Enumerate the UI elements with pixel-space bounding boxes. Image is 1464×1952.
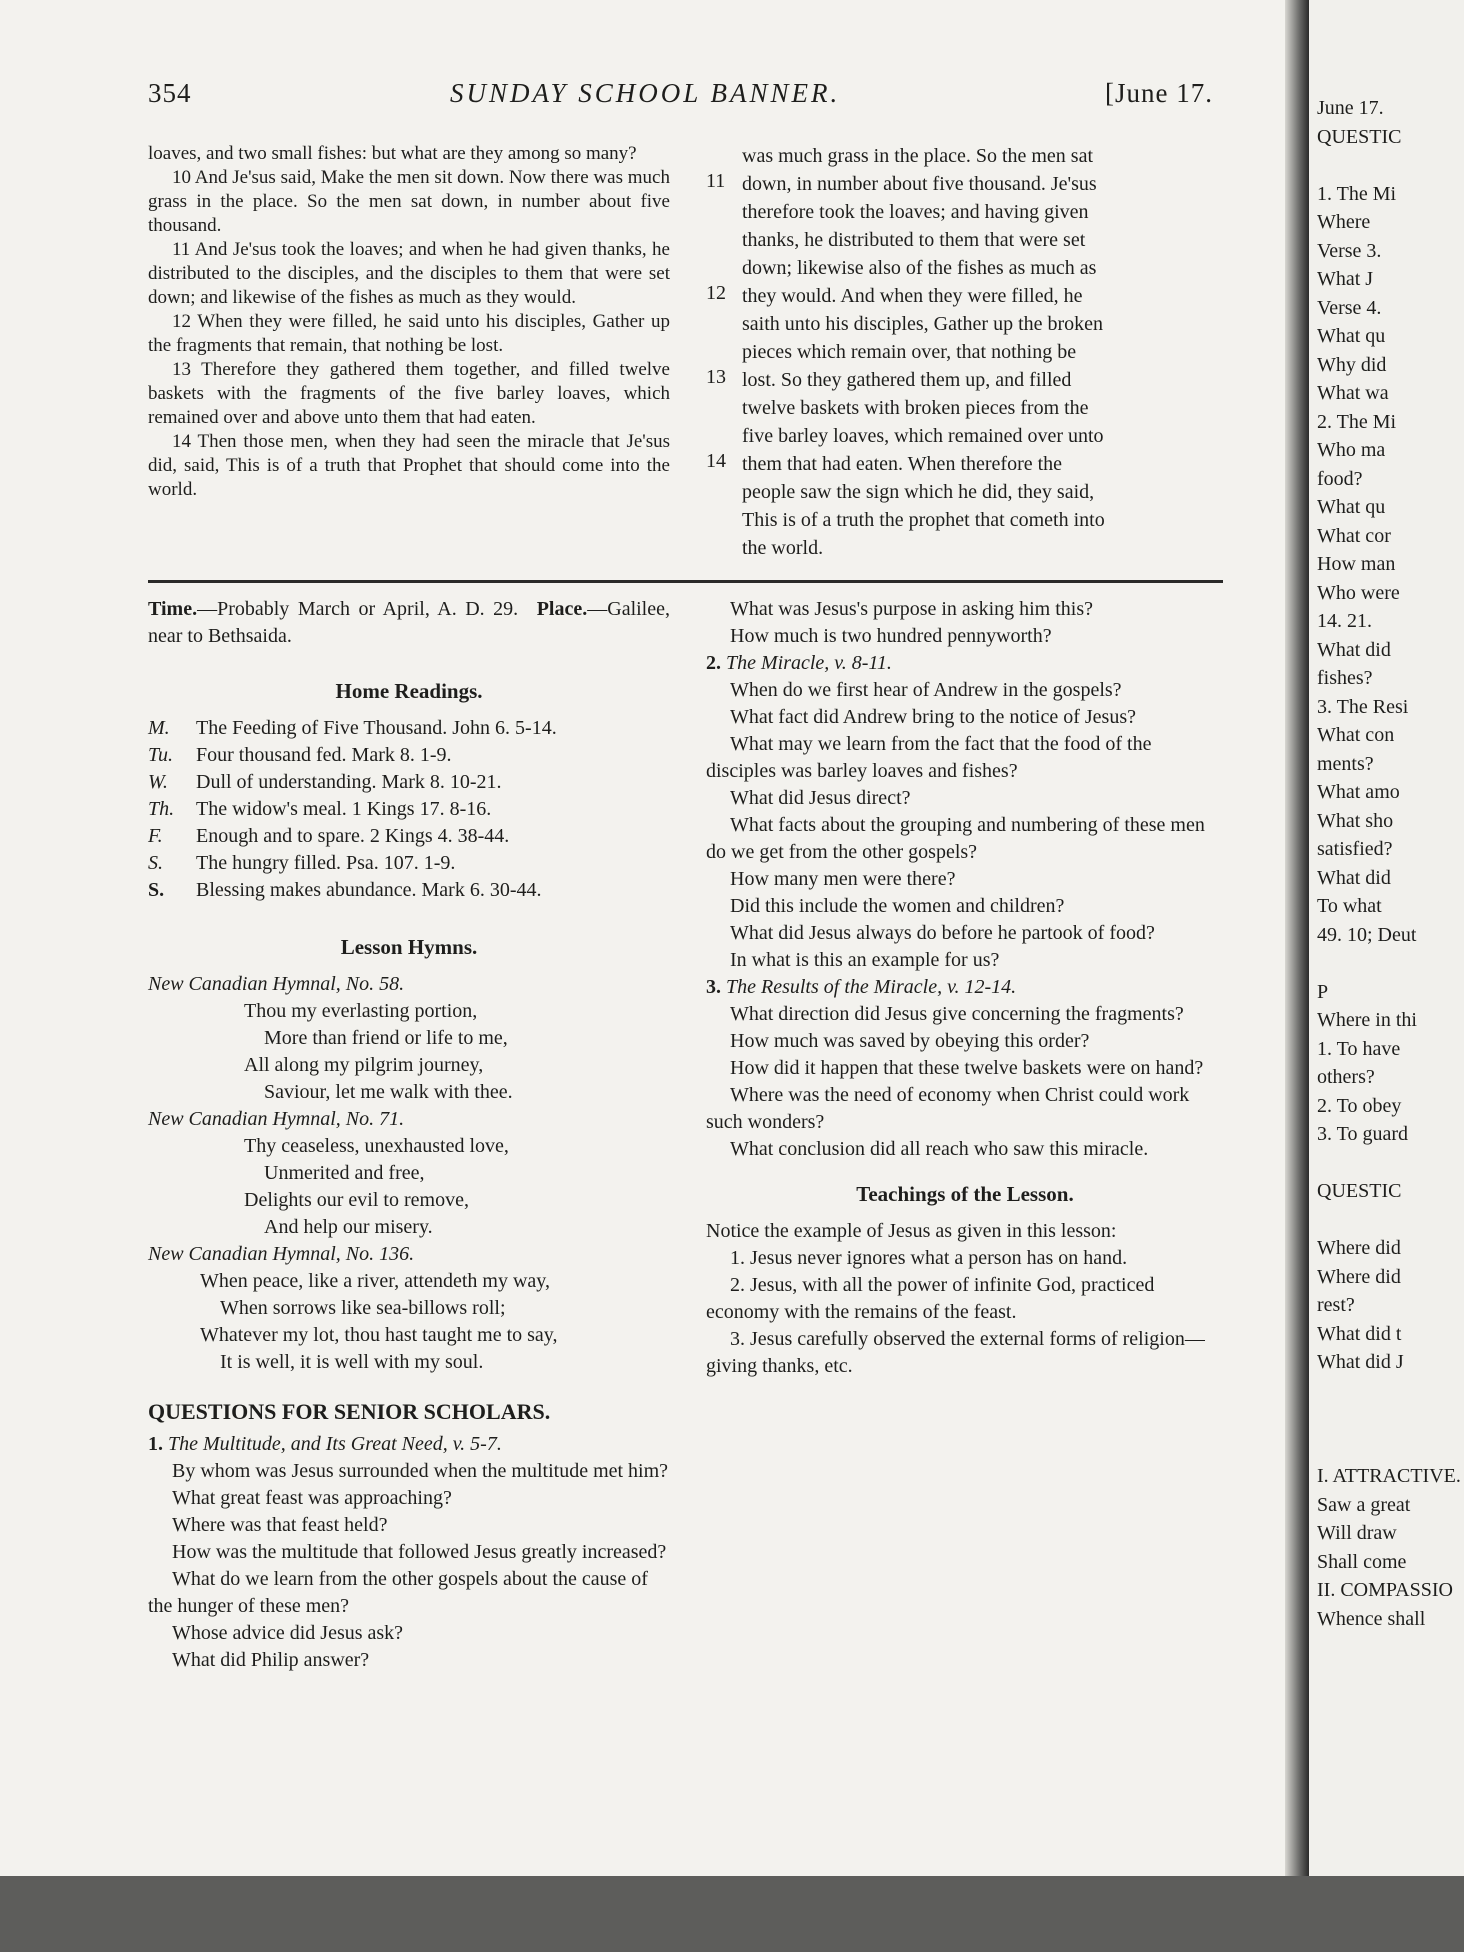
teachings-intro: Notice the example of Jesus as given in this lesson: bbox=[706, 1220, 1117, 1242]
facing-page-line bbox=[1317, 1434, 1461, 1463]
verse-line: pieces which remain over, that nothing be bbox=[742, 341, 1077, 363]
question: What direction did Jesus give concerning the fragments? bbox=[730, 1003, 1184, 1025]
facing-page-line: Who ma bbox=[1317, 439, 1386, 461]
facing-page-line: Shall come bbox=[1317, 1550, 1407, 1573]
question: Where was the need of economy when Christ could work such wonders? bbox=[706, 1084, 1190, 1133]
question: How did it happen that these twelve baskets were on hand? bbox=[730, 1057, 1204, 1079]
place-label: Place. bbox=[536, 598, 588, 620]
hymn-line: It is well, it is well with my soul. bbox=[220, 1351, 484, 1373]
section-divider bbox=[148, 580, 1223, 583]
book-gutter bbox=[1285, 0, 1309, 1952]
facing-page-line: Verse 3. bbox=[1317, 239, 1382, 262]
reading-item: S. The hungry filled. Psa. 107. 1-9. bbox=[148, 852, 456, 874]
facing-page-line: What cor bbox=[1317, 524, 1391, 547]
facing-page-line: What wa bbox=[1317, 382, 1389, 404]
verse: 14 Then those men, when they had seen the miracle that Je'sus did, said, This is of a truth that Prophet that should come into the world. bbox=[148, 431, 670, 500]
facing-page-line: To what bbox=[1317, 895, 1382, 917]
verse-number: 12 bbox=[706, 282, 726, 304]
question: How many men were there? bbox=[730, 868, 956, 890]
verse-line: lost. So they gathered them up, and filled bbox=[742, 369, 1072, 391]
question: How much was saved by obeying this order? bbox=[730, 1030, 1090, 1052]
facing-page-line bbox=[1317, 151, 1461, 180]
hymn-line: Thy ceaseless, unexhausted love, bbox=[244, 1135, 509, 1157]
facing-page-line bbox=[1317, 1206, 1461, 1235]
question: By whom was Jesus surrounded when the multitude met him? bbox=[172, 1460, 669, 1482]
facing-page-line: What con bbox=[1317, 724, 1395, 746]
facing-page-line: Why did bbox=[1317, 353, 1387, 376]
reading-item: M. The Feeding of Five Thousand. John 6. 5-14. bbox=[148, 717, 557, 739]
hymn-source: New Canadian Hymnal, No. 71. bbox=[148, 1108, 405, 1130]
hymn-line: When sorrows like sea-billows roll; bbox=[220, 1297, 506, 1319]
hymn bbox=[148, 971, 670, 1106]
page-number: 354 bbox=[148, 78, 192, 108]
question: What great feast was approaching? bbox=[172, 1487, 452, 1509]
question: What facts about the grouping and numbering of these men do we get from the other gospels? bbox=[706, 814, 1205, 863]
facing-page-line: Where did bbox=[1317, 1237, 1401, 1259]
question: Whose advice did Jesus ask? bbox=[172, 1622, 404, 1644]
facing-page-line: others? bbox=[1317, 1066, 1375, 1088]
facing-page-line: Where bbox=[1317, 211, 1371, 233]
teaching-item: 3. Jesus carefully observed the external forms of religion—giving thanks, etc. bbox=[706, 1328, 1205, 1377]
question-part-heading: 3. The Results of the Miracle, v. 12-14. bbox=[706, 976, 1017, 998]
running-title: SUNDAY SCHOOL BANNER. bbox=[450, 78, 841, 108]
verse-number: 13 bbox=[706, 366, 726, 388]
hymn-line: And help our misery. bbox=[264, 1216, 433, 1238]
reading-item: S. Blessing makes abundance. Mark 6. 30-44. bbox=[148, 879, 542, 901]
verse-line: This is of a truth the prophet that cometh into bbox=[742, 509, 1105, 531]
facing-page-line: 2. The Mi bbox=[1317, 410, 1397, 433]
facing-page-line: 1. The Mi bbox=[1317, 182, 1397, 205]
teaching-item: 2. Jesus, with all the power of infinite God, practiced economy with the remains of the feast. bbox=[706, 1274, 1155, 1323]
facing-page-line: ments? bbox=[1317, 752, 1374, 775]
question: What did Philip answer? bbox=[172, 1649, 370, 1671]
home-readings-list bbox=[148, 715, 670, 904]
question: What do we learn from the other gospels about the cause of the hunger of these men? bbox=[148, 1568, 648, 1617]
facing-page-line: Who were bbox=[1317, 581, 1400, 604]
verse-line: was much grass in the place. So the men sat bbox=[742, 145, 1094, 167]
verse: loaves, and two small fishes: but what are they among so many? bbox=[148, 143, 637, 164]
question: Where was that feast held? bbox=[172, 1514, 388, 1536]
time-text: —Probably March or April, A. D. 29. bbox=[197, 598, 519, 620]
reading-item: W. Dull of understanding. Mark 8. 10-21. bbox=[148, 771, 502, 793]
reading-item: Th. The widow's meal. 1 Kings 17. 8-16. bbox=[148, 798, 492, 820]
verse: 10 And Je'sus said, Make the men sit down. Now there was much grass in the place. So the men sat down, in number about five thousand. bbox=[148, 167, 670, 236]
facing-page-line: 3. The Resi bbox=[1317, 695, 1409, 718]
facing-page-line: 49. 10; Deut bbox=[1317, 923, 1417, 946]
verse: 13 Therefore they gathered them together, and filled twelve baskets with the fragments of the five barley loaves, which remained over and above unto them that had eaten. bbox=[148, 359, 670, 428]
facing-page-line: food? bbox=[1317, 467, 1363, 490]
facing-page-line: What did J bbox=[1317, 1351, 1404, 1373]
teachings-heading: Teachings of the Lesson. bbox=[856, 1182, 1074, 1206]
verse-line: down, in number about five thousand. Je'sus bbox=[742, 173, 1097, 195]
senior-questions-heading: QUESTIONS FOR SENIOR SCHOLARS. bbox=[148, 1399, 551, 1424]
running-date: [June 17. bbox=[1105, 78, 1213, 108]
scripture-revised bbox=[742, 142, 1224, 562]
hymn-line: When peace, like a river, attendeth my way, bbox=[200, 1270, 550, 1292]
question: What may we learn from the fact that the food of the disciples was barley loaves and fishes? bbox=[706, 733, 1152, 782]
question: What was Jesus's purpose in asking him this? bbox=[730, 598, 1094, 620]
hymn-source: New Canadian Hymnal, No. 58. bbox=[148, 973, 405, 995]
hymn-line: More than friend or life to me, bbox=[264, 1027, 508, 1049]
hymn-source: New Canadian Hymnal, No. 136. bbox=[148, 1243, 415, 1265]
facing-page-line: I. ATTRACTIVE. bbox=[1317, 1465, 1461, 1487]
facing-page-line: What qu bbox=[1317, 496, 1386, 518]
hymn-line: All along my pilgrim journey, bbox=[244, 1054, 484, 1076]
question: What did Jesus direct? bbox=[730, 787, 911, 809]
question: What did Jesus always do before he partook of food? bbox=[730, 922, 1155, 944]
facing-page-line: QUESTIC bbox=[1317, 125, 1402, 148]
facing-page-line: Verse 4. bbox=[1317, 296, 1382, 319]
scan-bottom-edge bbox=[0, 1876, 1464, 1952]
left-column bbox=[148, 596, 670, 1674]
facing-page-line: What qu bbox=[1317, 325, 1386, 347]
hymn bbox=[148, 1241, 670, 1376]
facing-page-line: How man bbox=[1317, 553, 1396, 575]
verse-line: they would. And when they were filled, he bbox=[742, 285, 1083, 307]
facing-page-line bbox=[1317, 1377, 1461, 1406]
verse-line: the world. bbox=[742, 537, 824, 559]
question-part-heading: 2. The Miracle, v. 8-11. bbox=[706, 652, 892, 674]
facing-page-line: 3. To guard bbox=[1317, 1123, 1408, 1145]
lesson-hymns-heading: Lesson Hymns. bbox=[340, 935, 478, 959]
facing-page-line: 2. To obey bbox=[1317, 1094, 1402, 1117]
verse-line: people saw the sign which he did, they said, bbox=[742, 481, 1095, 503]
facing-page-line bbox=[1317, 949, 1461, 978]
facing-page-line: What sho bbox=[1317, 809, 1394, 832]
facing-page-line: II. COMPASSIO bbox=[1317, 1579, 1453, 1601]
facing-page-line: 14. 21. bbox=[1317, 610, 1372, 632]
facing-page-line: What J bbox=[1317, 268, 1374, 290]
facing-page-line: What amo bbox=[1317, 781, 1400, 803]
facing-page-line: June 17. bbox=[1317, 97, 1384, 119]
question: In what is this an example for us? bbox=[730, 949, 1000, 971]
facing-page-line: satisfied? bbox=[1317, 838, 1393, 860]
question: When do we first hear of Andrew in the gospels? bbox=[730, 679, 1122, 701]
facing-page-line: Will draw bbox=[1317, 1522, 1397, 1544]
hymn-line: Unmerited and free, bbox=[264, 1162, 425, 1184]
facing-page-line: Where in thi bbox=[1317, 1009, 1417, 1031]
question: How was the multitude that followed Jesus greatly increased? bbox=[172, 1541, 667, 1563]
verse-number: 14 bbox=[706, 450, 726, 472]
reading-item: F. Enough and to spare. 2 Kings 4. 38-44. bbox=[148, 825, 510, 847]
facing-page-line: What did bbox=[1317, 866, 1391, 889]
facing-page-text bbox=[1317, 94, 1461, 1633]
facing-page-line: fishes? bbox=[1317, 667, 1373, 689]
time-place bbox=[148, 596, 670, 650]
facing-page-line: Saw a great bbox=[1317, 1493, 1411, 1516]
reading-item: Tu. Four thousand fed. Mark 8. 1-9. bbox=[148, 744, 452, 766]
facing-page-line: QUESTIC bbox=[1317, 1180, 1402, 1202]
question: How much is two hundred pennyworth? bbox=[730, 625, 1052, 647]
verse-line: saith unto his disciples, Gather up the broken bbox=[742, 313, 1104, 335]
hymn-line: Saviour, let me walk with thee. bbox=[264, 1081, 513, 1103]
verse: 11 And Je'sus took the loaves; and when he had given thanks, he distributed to the disciples, and the disciples to them that were set down; and likewise of the fishes as much as they would. bbox=[148, 239, 670, 308]
question: Did this include the women and children? bbox=[730, 895, 1065, 917]
hymn-line: Delights our evil to remove, bbox=[244, 1189, 469, 1211]
verse-line: five barley loaves, which remained over unto bbox=[742, 425, 1104, 447]
question: What fact did Andrew bring to the notice of Jesus? bbox=[730, 706, 1136, 728]
facing-page-line: rest? bbox=[1317, 1294, 1355, 1316]
facing-page-line: What did bbox=[1317, 638, 1391, 661]
facing-page-line: Whence shall bbox=[1317, 1607, 1426, 1630]
hymn-line: Whatever my lot, thou hast taught me to say, bbox=[200, 1324, 558, 1346]
verse-line: them that had eaten. When therefore the bbox=[742, 453, 1063, 475]
facing-page-line: What did t bbox=[1317, 1322, 1402, 1345]
facing-page-line: Where did bbox=[1317, 1265, 1401, 1288]
facing-page bbox=[1309, 0, 1464, 1952]
question: What conclusion did all reach who saw this miracle. bbox=[730, 1138, 1149, 1160]
verse-line: therefore took the loaves; and having given bbox=[742, 201, 1089, 223]
hymn bbox=[148, 1106, 670, 1241]
verse-line: thanks, he distributed to them that were set bbox=[742, 229, 1086, 251]
question-part-heading: 1. The Multitude, and Its Great Need, v. 5-7. bbox=[148, 1433, 502, 1455]
teaching-item: 1. Jesus never ignores what a person has on hand. bbox=[730, 1247, 1128, 1269]
verse-number: 11 bbox=[706, 170, 726, 192]
time-label: Time. bbox=[148, 598, 198, 620]
home-readings-heading: Home Readings. bbox=[335, 679, 483, 703]
facing-page-line: P bbox=[1317, 980, 1329, 1003]
facing-page-line bbox=[1317, 1149, 1461, 1178]
place-text: —Galilee, near to Bethsaida. bbox=[148, 598, 670, 647]
hymn-line: Thou my everlasting portion, bbox=[244, 1000, 478, 1022]
facing-page-line: 1. To have bbox=[1317, 1037, 1401, 1060]
verse-line: twelve baskets with broken pieces from the bbox=[742, 397, 1089, 419]
verse: 12 When they were filled, he said unto his disciples, Gather up the fragments that remain, that nothing be lost. bbox=[148, 311, 670, 356]
facing-page-line bbox=[1317, 1405, 1461, 1434]
verse-line: down; likewise also of the fishes as much as bbox=[742, 257, 1097, 279]
right-column bbox=[706, 596, 1224, 1380]
scripture-authorized bbox=[148, 142, 670, 502]
